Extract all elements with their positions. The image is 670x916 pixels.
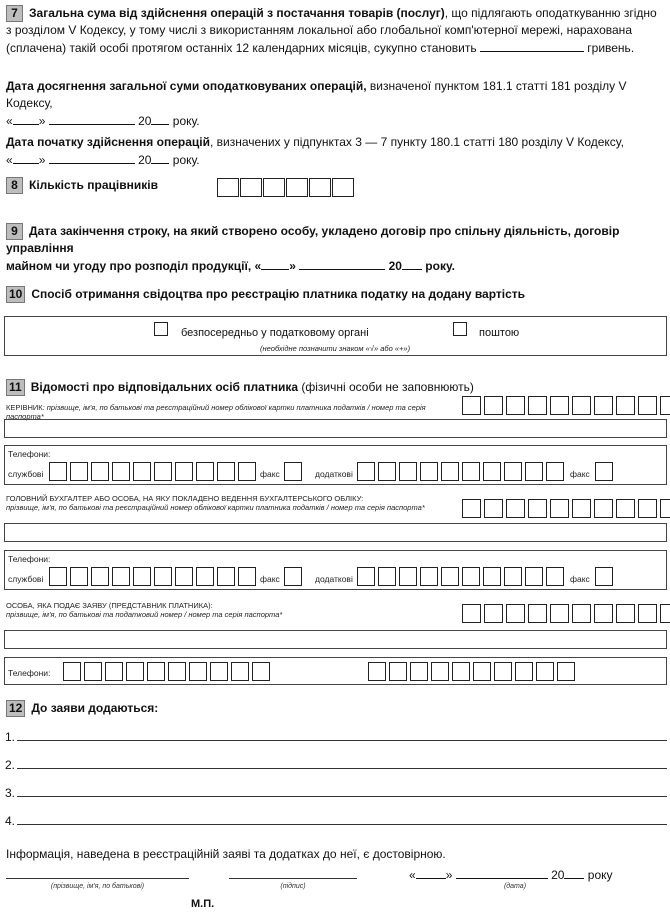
section-7: 7 Загальна сума від здійснення операцій з постачання товарів (послуг), що підлягають оподаткуванню згідно з розділом V Кодексу, у тому числі з використанням локальної або глобальної комп'ютерної мережі, нарахована (сплачена) такій особі протягом останніх 12 календарних місяців, сукупно становить гривень. [6,6,657,55]
mark-note: (необхідне позначити знаком «√» або «+») [260,344,411,353]
representative-phones-frame: Телефони: [4,657,667,685]
day-field[interactable] [13,112,39,125]
section-8-title: Кількість працівників [29,178,158,192]
section-11: 11 Відомості про відповідальних осіб платника (фізичні особи не заповнюють) [6,379,474,396]
signature-caption: (підпис) [280,883,306,890]
total-amount-field[interactable] [480,39,584,52]
stamp-place: М.П. [191,898,215,910]
option-mail-label: поштою [479,327,520,339]
year-field[interactable] [151,151,169,164]
attachment-1-label: 1. [5,730,16,744]
head-name-field[interactable] [4,419,667,438]
month-field[interactable] [456,866,548,879]
month-field[interactable] [299,257,385,270]
accountant-id-cells[interactable] [462,499,670,518]
accountant-label: ГОЛОВНИЙ БУХГАЛТЕР АБО ОСОБА, НА ЯКУ ПОКЛАДЕНО ВЕДЕННЯ БУХГАЛТЕРСЬКОГО ОБЛІКУ: прізвище, ім'я, по батькові та реєстраційний номер облікової картки платника податків / номер та серія паспорта* [6,494,425,512]
signature-line[interactable] [229,878,357,879]
option-in-person-checkbox[interactable] [154,322,168,336]
accountant-office-phone-cells[interactable] [49,567,259,586]
representative-name-field[interactable] [4,630,667,649]
head-office-phone-cells[interactable] [49,462,259,481]
year-field[interactable] [151,112,169,125]
year-field[interactable] [402,257,422,270]
head-label: КЕРІВНИК: прізвище, ім'я, по батькові та реєстраційний номер облікової картки платника податків / номер та серія паспорта* [6,403,426,421]
footer-date: « » 20 року [409,868,613,882]
day-field[interactable] [416,866,446,879]
attachment-3-label: 3. [5,786,16,800]
day-field[interactable] [13,151,39,164]
attachment-3-line[interactable] [17,796,667,797]
day-field[interactable] [261,257,289,270]
head-extra-phone-cells[interactable] [357,462,567,481]
section-8 [6,177,158,194]
date-start-block: Дата початку здійснення операцій, визначених у підпунктах 3 — 7 пункту 180.1 статті 180 розділу V Кодексу, « » 20 року. [6,135,624,167]
attachment-4-label: 4. [5,814,16,828]
month-field[interactable] [49,151,135,164]
option-in-person-label: безпосередньо у податковому органі [181,327,369,339]
section-7-title: Загальна сума від здійснення операцій з постачання товарів (послуг) [29,6,445,20]
head-phones-frame: Телефони: службові факс додаткові факс [4,445,667,485]
section-number: 9 [6,223,23,240]
section-9: 9 Дата закінчення строку, на який створено особу, укладено договір про спільну діяльність, договір управління майном чи угоду про розподіл продукції, « » 20 року. [6,224,620,273]
accountant-name-field[interactable] [4,523,667,542]
representative-phone-cells[interactable] [63,662,273,681]
employees-count-cells[interactable] [217,178,355,197]
delivery-method-frame [4,316,667,356]
section-number: 7 [6,5,23,22]
attachment-1-line[interactable] [17,740,667,741]
attachment-2-label: 2. [5,758,16,772]
section-number: 8 [6,177,23,194]
option-mail-checkbox[interactable] [453,322,467,336]
section-number: 11 [6,379,25,396]
date-caption: (дата) [503,883,527,890]
name-signature-line[interactable] [6,878,189,879]
section-10: 10 Спосіб отримання свідоцтва про реєстрацію платника податку на додану вартість [6,286,525,303]
head-id-cells[interactable] [462,396,670,415]
statement-text: Інформація, наведена в реєстраційній заяві та додатках до неї, є достовірною. [6,847,446,861]
month-field[interactable] [49,112,135,125]
section-number: 10 [6,286,25,303]
section-12: 12 До заяви додаються: [6,700,158,717]
date-reach-block: Дата досягнення загальної суми оподатковуваних операцій, визначеної пунктом 181.1 статті 181 розділу V Кодексу, « » 20 року. [6,79,627,128]
head-fax2-cell[interactable] [595,462,613,481]
representative-label: ОСОБА, ЯКА ПОДАЄ ЗАЯВУ (ПРЕДСТАВНИК ПЛАТНИКА): прізвище, ім'я, по батькові та податковий номер / номер та серія паспорта* [6,601,283,619]
accountant-extra-phone-cells[interactable] [357,567,567,586]
section-number: 12 [6,700,25,717]
accountant-fax-cell[interactable] [284,567,302,586]
accountant-fax2-cell[interactable] [595,567,613,586]
head-fax-cell[interactable] [284,462,302,481]
representative-id-cells[interactable] [462,604,670,623]
accountant-phones-frame: Телефони: службові факс додаткові факс [4,550,667,590]
attachment-2-line[interactable] [17,768,667,769]
attachment-4-line[interactable] [17,824,667,825]
representative-phone2-cells[interactable] [368,662,578,681]
year-field[interactable] [564,866,584,879]
name-caption: (прізвище, ім'я, по батькові) [50,883,145,890]
